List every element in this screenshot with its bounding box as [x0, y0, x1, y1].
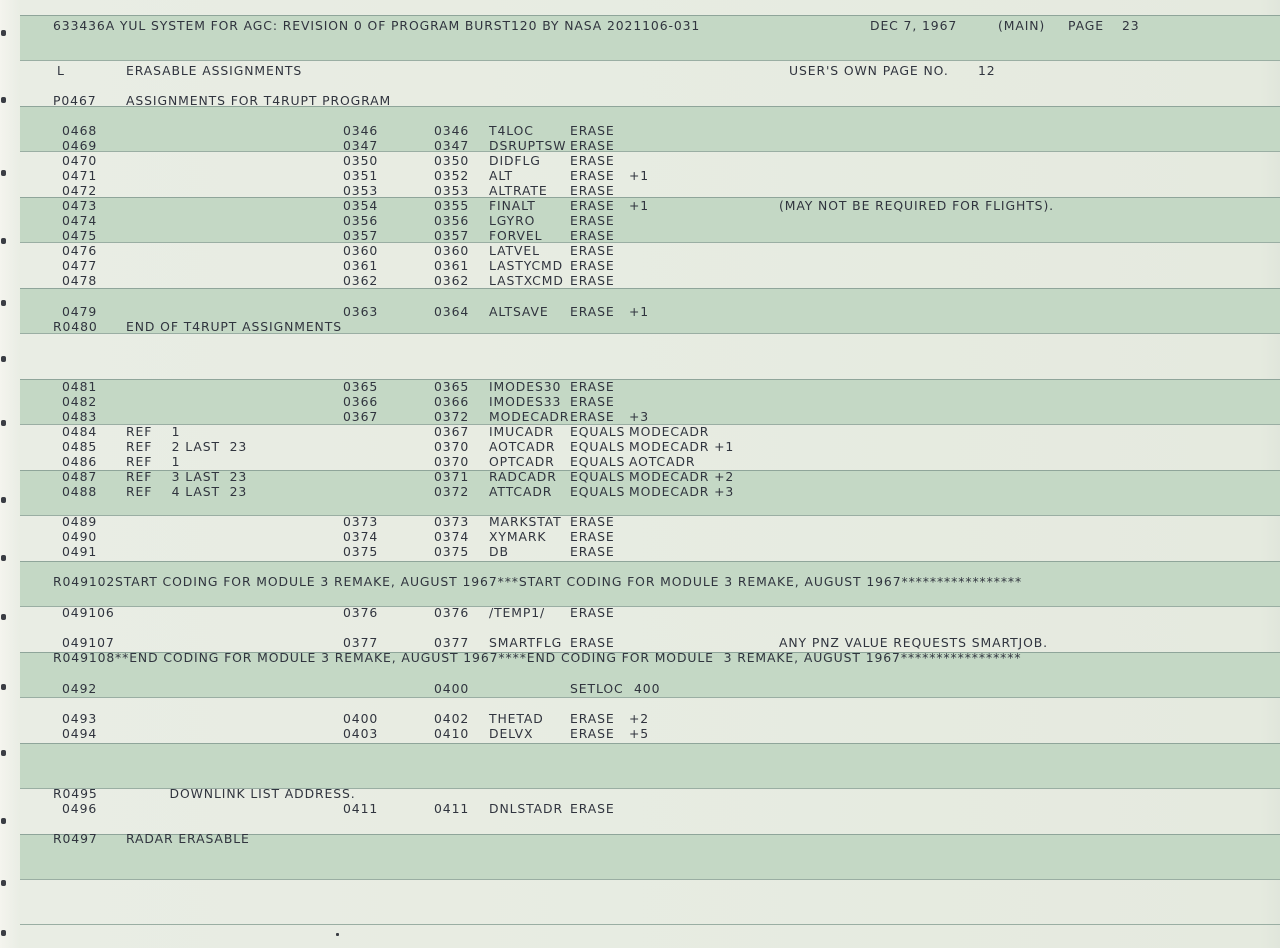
line-loc: 0363: [343, 304, 379, 319]
line-label: XYMARK: [489, 529, 547, 544]
feed-hole: [1, 818, 6, 824]
line-addr: 0374: [434, 529, 470, 544]
line-seq: 0475: [62, 228, 98, 243]
header-page-label: PAGE: [1068, 18, 1104, 33]
line-comment: START CODING FOR MODULE 3 REMAKE, AUGUST 1967***START CODING FOR MODULE 3 REMAKE, AUGUST 1967*****************: [115, 574, 1023, 589]
line-operand: MODECADR +2: [629, 469, 735, 484]
paper-band: [20, 106, 1280, 152]
line-label: RADCADR: [489, 469, 557, 484]
feed-hole: [1, 30, 6, 36]
line-op: ERASE: [570, 228, 615, 243]
line-seq: 0478: [62, 273, 98, 288]
line-loc: 0347: [343, 138, 379, 153]
line-op: ERASE: [570, 213, 615, 228]
header-title: 633436A YUL SYSTEM FOR AGC: REVISION 0 OF PROGRAM BURST120 BY NASA 2021106-031: [53, 18, 701, 33]
line-op: ERASE: [570, 198, 615, 213]
user-page-label: USER'S OWN PAGE NO.: [789, 63, 949, 78]
line-seq: 0474: [62, 213, 98, 228]
line-ref: REF 3 LAST 23: [126, 469, 248, 484]
line-op: ERASE: [570, 801, 615, 816]
line-seq: R0495: [53, 786, 98, 801]
line-addr: 0370: [434, 439, 470, 454]
line-label: SMARTFLG: [489, 635, 563, 650]
line-seq: 0473: [62, 198, 98, 213]
line-label: ALT: [489, 168, 513, 183]
line-addr: 0356: [434, 213, 470, 228]
line-op: ERASE: [570, 726, 615, 741]
line-addr: 0372: [434, 484, 470, 499]
line-label: MARKSTAT: [489, 514, 562, 529]
line-op: ERASE: [570, 711, 615, 726]
line-loc: 0403: [343, 726, 379, 741]
line-label: LASTYCMD: [489, 258, 564, 273]
line-addr: 0366: [434, 394, 470, 409]
line-addr: 0350: [434, 153, 470, 168]
line-seq: 0491: [62, 544, 98, 559]
line-seq: 0482: [62, 394, 98, 409]
line-comment: DOWNLINK LIST ADDRESS.: [126, 786, 356, 801]
line-op: ERASE: [570, 183, 615, 198]
line-loc: 0375: [343, 544, 379, 559]
subheader-title: ERASABLE ASSIGNMENTS: [126, 63, 303, 78]
line-addr: 0364: [434, 304, 470, 319]
line-comment: ASSIGNMENTS FOR T4RUPT PROGRAM: [126, 93, 392, 108]
line-op: ERASE: [570, 514, 615, 529]
line-op: EQUALS: [570, 469, 626, 484]
user-page-number: 12: [978, 63, 996, 78]
line-addr: 0353: [434, 183, 470, 198]
line-loc: 0367: [343, 409, 379, 424]
feed-hole: [1, 497, 6, 503]
line-ref: REF 4 LAST 23: [126, 484, 248, 499]
line-addr: 0357: [434, 228, 470, 243]
line-addr: 0370: [434, 454, 470, 469]
header-section: (MAIN): [998, 18, 1046, 33]
paper-rule: [20, 606, 1280, 607]
line-label: IMODES33: [489, 394, 562, 409]
line-comment: RADAR ERASABLE: [126, 831, 250, 846]
feed-hole: [1, 880, 6, 886]
line-addr: 0346: [434, 123, 470, 138]
line-addr: 0347: [434, 138, 470, 153]
line-seq: 0493: [62, 711, 98, 726]
line-label: DIDFLG: [489, 153, 541, 168]
line-op: ERASE: [570, 529, 615, 544]
line-loc: 0365: [343, 379, 379, 394]
line-label: LASTXCMD: [489, 273, 564, 288]
paper-band: [20, 743, 1280, 789]
feed-hole: [1, 238, 6, 244]
line-operand: +5: [629, 726, 650, 741]
line-op: ERASE: [570, 123, 615, 138]
line-ref: REF 1: [126, 454, 181, 469]
line-label: OPTCADR: [489, 454, 555, 469]
line-op: SETLOC: [570, 681, 624, 696]
header-date: DEC 7, 1967: [870, 18, 958, 33]
line-op: ERASE: [570, 168, 615, 183]
line-loc: 0354: [343, 198, 379, 213]
line-seq: 0489: [62, 514, 98, 529]
header-page-number: 23: [1122, 18, 1140, 33]
line-label: /TEMP1/: [489, 605, 546, 620]
line-addr: 0411: [434, 801, 470, 816]
line-seq: 0469: [62, 138, 98, 153]
line-seq: R049102: [53, 574, 116, 589]
line-op: EQUALS: [570, 484, 626, 499]
line-label: IMODES30: [489, 379, 562, 394]
line-loc: 0377: [343, 635, 379, 650]
line-seq: R0480: [53, 319, 98, 334]
line-seq: 0492: [62, 681, 98, 696]
line-loc: 0357: [343, 228, 379, 243]
line-addr: 0355: [434, 198, 470, 213]
line-seq: R0497: [53, 831, 98, 846]
line-loc: 0366: [343, 394, 379, 409]
line-label: MODECADR: [489, 409, 570, 424]
line-op: EQUALS: [570, 439, 626, 454]
line-note: (MAY NOT BE REQUIRED FOR FLIGHTS).: [779, 198, 1055, 213]
line-addr: 0410: [434, 726, 470, 741]
line-label: THETAD: [489, 711, 544, 726]
line-loc: 0376: [343, 605, 379, 620]
line-seq: 0496: [62, 801, 98, 816]
line-label: IMUCADR: [489, 424, 554, 439]
line-label: LGYRO: [489, 213, 536, 228]
line-op: ERASE: [570, 138, 615, 153]
feed-hole: [1, 420, 6, 426]
feed-hole: [1, 684, 6, 690]
line-seq: 0468: [62, 123, 98, 138]
feed-hole: [1, 555, 6, 561]
line-operand: MODECADR: [629, 424, 710, 439]
line-op: ERASE: [570, 544, 615, 559]
line-label: DB: [489, 544, 509, 559]
line-seq: 0494: [62, 726, 98, 741]
line-loc: 0346: [343, 123, 379, 138]
line-addr: 0365: [434, 379, 470, 394]
paper-band: [20, 379, 1280, 425]
line-label: DSRUPTSW: [489, 138, 567, 153]
line-seq: 0486: [62, 454, 98, 469]
line-comment: **END CODING FOR MODULE 3 REMAKE, AUGUST 1967****END CODING FOR MODULE 3 REMAKE, AUGUST 1967*****************: [115, 650, 1022, 665]
line-addr: 0372: [434, 409, 470, 424]
line-op: ERASE: [570, 409, 615, 424]
feed-hole: [1, 930, 6, 936]
line-operand: +1: [629, 168, 650, 183]
feed-hole: [1, 97, 6, 103]
line-operand: +1: [629, 304, 650, 319]
line-addr: 0400: [434, 681, 470, 696]
line-addr: 0377: [434, 635, 470, 650]
line-seq: 0485: [62, 439, 98, 454]
paper-rule: [20, 242, 1280, 243]
line-label: ATTCADR: [489, 484, 553, 499]
line-seq: 0479: [62, 304, 98, 319]
line-loc: 0362: [343, 273, 379, 288]
line-addr: 0376: [434, 605, 470, 620]
line-operand: +1: [629, 198, 650, 213]
line-label: FINALT: [489, 198, 536, 213]
line-loc: 0353: [343, 183, 379, 198]
line-loc: 0411: [343, 801, 379, 816]
line-seq: P0467: [53, 93, 97, 108]
line-label: AOTCADR: [489, 439, 556, 454]
ink-speck: [336, 933, 339, 936]
line-comment: END OF T4RUPT ASSIGNMENTS: [126, 319, 342, 334]
paper-rule: [20, 60, 1280, 61]
feed-hole: [1, 750, 6, 756]
line-seq: 0470: [62, 153, 98, 168]
line-label: ALTRATE: [489, 183, 548, 198]
line-addr: 0367: [434, 424, 470, 439]
line-seq: 0488: [62, 484, 98, 499]
line-loc: 0373: [343, 514, 379, 529]
line-addr: 0361: [434, 258, 470, 273]
line-seq: 0477: [62, 258, 98, 273]
line-loc: 0360: [343, 243, 379, 258]
line-loc: 0374: [343, 529, 379, 544]
line-op: ERASE: [570, 394, 615, 409]
line-addr: 0373: [434, 514, 470, 529]
feed-hole: [1, 300, 6, 306]
line-seq: 0481: [62, 379, 98, 394]
line-seq: 0483: [62, 409, 98, 424]
line-op: ERASE: [570, 635, 615, 650]
line-op: ERASE: [570, 243, 615, 258]
line-op: EQUALS: [570, 454, 626, 469]
line-op: ERASE: [570, 258, 615, 273]
line-operand: AOTCADR: [629, 454, 696, 469]
line-addr: 0362: [434, 273, 470, 288]
line-loc: 0351: [343, 168, 379, 183]
line-operand: +2: [629, 711, 650, 726]
line-seq: R049108: [53, 650, 116, 665]
line-seq: 0472: [62, 183, 98, 198]
line-op: ERASE: [570, 273, 615, 288]
line-ref: REF 1: [126, 424, 181, 439]
feed-hole: [1, 614, 6, 620]
line-loc: 0361: [343, 258, 379, 273]
line-seq: 0490: [62, 529, 98, 544]
subheader-code: L: [57, 63, 65, 78]
line-loc: 0400: [343, 711, 379, 726]
line-operand: MODECADR +1: [629, 439, 735, 454]
line-op: ERASE: [570, 379, 615, 394]
line-loc: 0356: [343, 213, 379, 228]
paper-rule: [20, 879, 1280, 880]
line-addr: 0375: [434, 544, 470, 559]
line-op: ERASE: [570, 304, 615, 319]
feed-hole: [1, 170, 6, 176]
line-label: T4LOC: [489, 123, 534, 138]
line-operand: +3: [629, 409, 650, 424]
line-label: DNLSTADR: [489, 801, 564, 816]
line-addr: 0352: [434, 168, 470, 183]
paper-rule: [20, 515, 1280, 516]
line-label: ALTSAVE: [489, 304, 549, 319]
line-operand: 400: [634, 681, 661, 696]
paper-rule: [20, 151, 1280, 152]
line-note: ANY PNZ VALUE REQUESTS SMARTJOB.: [779, 635, 1048, 650]
paper-rule: [20, 924, 1280, 925]
line-addr: 0402: [434, 711, 470, 726]
line-seq: 0471: [62, 168, 98, 183]
line-operand: MODECADR +3: [629, 484, 735, 499]
line-seq: 049107: [62, 635, 115, 650]
line-label: LATVEL: [489, 243, 540, 258]
line-op: ERASE: [570, 153, 615, 168]
line-addr: 0371: [434, 469, 470, 484]
paper-band: [20, 197, 1280, 243]
line-seq: 0487: [62, 469, 98, 484]
line-op: ERASE: [570, 605, 615, 620]
line-seq: 049106: [62, 605, 115, 620]
paper-rule: [20, 697, 1280, 698]
line-ref: REF 2 LAST 23: [126, 439, 248, 454]
line-op: EQUALS: [570, 424, 626, 439]
line-label: DELVX: [489, 726, 534, 741]
feed-hole: [1, 356, 6, 362]
line-label: FORVEL: [489, 228, 543, 243]
line-loc: 0350: [343, 153, 379, 168]
line-addr: 0360: [434, 243, 470, 258]
line-seq: 0484: [62, 424, 98, 439]
line-seq: 0476: [62, 243, 98, 258]
